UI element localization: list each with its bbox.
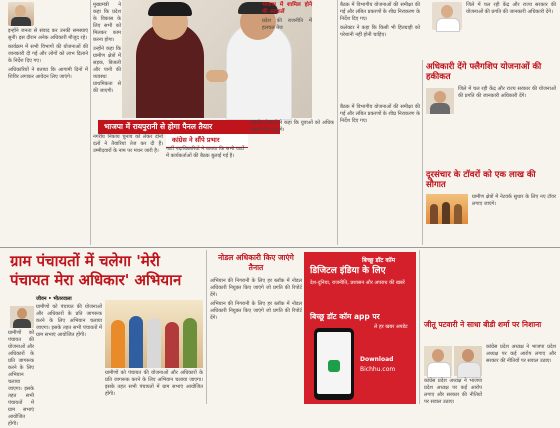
author-portrait	[10, 306, 34, 328]
middle-right-column	[250, 120, 334, 244]
column-divider	[90, 0, 91, 245]
paragraph: मुख्यमंत्री ने कहा कि प्रदेश के विकास के लिए सभी को मिलकर काम करना होगा।	[93, 2, 121, 43]
headline-line: पंचायत मेरा अधिकार' अभियान	[10, 271, 182, 289]
red-headline-banner-right: कांग्रेस ने सौंपे प्रभार	[166, 134, 248, 148]
event-photo	[426, 194, 468, 224]
paragraph: कार्यक्रम में सभी विभागों की योजनाओं की जानकारी दी गई और लोगों को लाभ दिलाने के निर्देश दिए गए।	[8, 44, 88, 64]
paragraph: कांग्रेस प्रदेश अध्यक्ष ने भाजपा प्रदेश अध्यक्ष पर कई आरोप लगाए और सरकार की नीतियों पर सवाल उठाए।	[486, 344, 556, 364]
ad-app-sub: ले हर खबर अपडेट	[374, 324, 408, 330]
right-column-top-text	[466, 2, 556, 62]
paragraph: कांग्रेस प्रदेश अध्यक्ष ने भाजपा प्रदेश अध्यक्ष पर कई आरोप लगाए और सरकार की नीतियों पर सवाल उठाए।	[424, 378, 482, 405]
telecom-body	[472, 194, 556, 244]
ad-brand: बिच्छू डॉट कॉम	[362, 257, 396, 264]
jitu-patwari-headline: जीतू पटवारी ने साधा बीडी शर्मा पर निशाना	[424, 320, 542, 329]
gram-panchayat-headline	[10, 252, 210, 290]
column-divider	[206, 250, 207, 404]
paragraph: ग्रामीण क्षेत्रों में नेटवर्क सुधार के लिए नए टॉवर लगाए जाएंगे।	[472, 194, 556, 207]
ad-download[interactable]: Download	[360, 356, 394, 363]
article-headline: भाजपा में शामिल होने की अटकलें	[262, 2, 312, 15]
politician-portrait-right	[454, 346, 482, 376]
paragraph: इन्होंने जनता से संवाद कर उनकी समस्याएं सुनीं। इस दौरान अनेक अधिकारी मौजूद रहे।	[8, 28, 88, 41]
jitu-patwari-body	[486, 344, 556, 404]
paragraph: स्थानीय नेताओं ने कहा कि युवाओं को अधिक अवसर दिए जाएंगे।	[250, 120, 334, 133]
paragraph: नगरीय निकाय चुनाव को लेकर दोनों दलों ने तैयारियां तेज कर दी हैं। उम्मीदवारों के नाम पर मंथन जारी है।	[93, 134, 163, 154]
center-top-article	[262, 2, 312, 52]
gram-panchayat-body-continued	[8, 330, 34, 427]
nodal-officer-headline: नोडल अधिकारी किए जाएंगे तैनात	[218, 253, 294, 272]
byline: जीवन • भीतरवाला	[36, 296, 72, 302]
paragraph: कलेक्टर ने कहा कि किसी भी हितग्राही को परेशानी नहीं होनी चाहिए।	[340, 25, 420, 38]
section-divider	[0, 247, 560, 248]
article-lead: प्रदेश की राजनीति में हलचल तेज	[262, 18, 312, 31]
paragraph: ग्रामीणों को पंचायत की योजनाओं और अधिकारों के प्रति जागरूक करने के लिए अभियान चलाया जाएगा। इसके तहत सभी पंचायतों में ग्राम सभाएं आयोजित होंगी।	[8, 330, 34, 427]
bichhu-advertisement[interactable]	[304, 252, 416, 404]
telecom-headline: दूरसंचार के टॉवरों को एक लाख की सौगात	[426, 170, 536, 190]
middle-left-column	[93, 134, 163, 244]
headline-line: ग्राम पंचायतों में चलेगा 'मेरी	[10, 252, 160, 270]
paragraph: उन्होंने कहा कि ग्रामीण क्षेत्रों में सड़क, बिजली और पानी की व्यवस्था प्राथमिकता से की जाएगी।	[93, 46, 121, 94]
paragraph: अभियान की निगरानी के लिए हर ब्लॉक में नोडल अधिकारी नियुक्त किए जाएंगे जो प्रगति की रिपोर्ट देंगे।	[210, 301, 302, 321]
right-top-portrait	[432, 2, 462, 30]
paragraph: अधिकारियों ने बताया कि आगामी दिनों में शिविर लगाकर आवेदन लिए जाएंगे।	[8, 67, 88, 80]
red-headline-banner-left: भाजपा में रायपुरानी से होगा पैनल तैयार	[98, 120, 280, 134]
ad-site[interactable]: Bichhu.com	[360, 366, 396, 373]
ad-headline: डिजिटल इंडिया के लिए	[310, 266, 386, 276]
flagship-body	[458, 86, 556, 166]
ad-app-line: बिच्छू डॉट कॉम app पर	[310, 312, 380, 321]
column-divider	[419, 250, 420, 404]
nodal-officer-body	[210, 278, 302, 404]
paragraph: जिले में चल रही केंद्र और राज्य सरकार की योजनाओं की प्रगति की जानकारी अधिकारी देंगे।	[458, 86, 556, 99]
flagship-headline: अधिकारी देंगे फ्लैगशिप योजनाओं की हकीकत	[426, 62, 542, 82]
paragraph: अभियान की निगरानी के लिए हर ब्लॉक में नोडल अधिकारी नियुक्त किए जाएंगे जो प्रगति की रिपोर्ट देंगे।	[210, 278, 302, 298]
official-portrait	[426, 88, 454, 114]
top-left-column	[8, 28, 88, 243]
gram-panchayat-body-below-photo	[105, 370, 203, 404]
paragraph: बैठक में विभागीय योजनाओं की समीक्षा की गई और लंबित प्रकरणों के शीघ्र निराकरण के निर्देश दिए गए।	[340, 104, 420, 124]
village-photo	[105, 300, 203, 368]
phone-mockup	[314, 328, 354, 400]
paragraph: पार्टी पदाधिकारियों ने बताया कि सभी वार्डों में कार्यकर्ताओं की बैठक बुलाई गई है।	[166, 146, 244, 159]
top-left-portrait	[8, 2, 34, 26]
paragraph: ग्रामीणों को पंचायत की योजनाओं और अधिकारों के प्रति जागरूक करने के लिए अभियान चलाया जाएगा। इसके तहत सभी पंचायतों में ग्राम सभाएं आयोजित होंगी।	[36, 304, 102, 338]
paragraph: जिले में चल रही केंद्र और राज्य सरकार की योजनाओं की प्रगति की जानकारी अधिकारी देंगे।	[466, 2, 556, 15]
right-middle-column	[340, 104, 420, 244]
right-top-column	[340, 2, 420, 102]
middle-center-column	[166, 146, 244, 244]
jitu-patwari-body-continued	[424, 378, 482, 404]
paragraph: बैठक में विभागीय योजनाओं की समीक्षा की गई और लंबित प्रकरणों के शीघ्र निराकरण के निर्देश दिए गए।	[340, 2, 420, 22]
politician-portrait-left	[424, 346, 452, 376]
gram-panchayat-body	[36, 304, 102, 404]
ad-subline: देश-दुनिया, राजनीति, प्रशासन और अपराध की खबरें	[310, 280, 405, 286]
paragraph: ग्रामीणों को पंचायत की योजनाओं और अधिकारों के प्रति जागरूक करने के लिए अभियान चलाया जाएगा। इसके तहत सभी पंचायतों में ग्राम सभाएं आयोजित होंगी।	[105, 370, 203, 397]
column-divider	[422, 60, 423, 245]
top-second-column	[93, 2, 121, 117]
column-divider	[337, 0, 338, 245]
